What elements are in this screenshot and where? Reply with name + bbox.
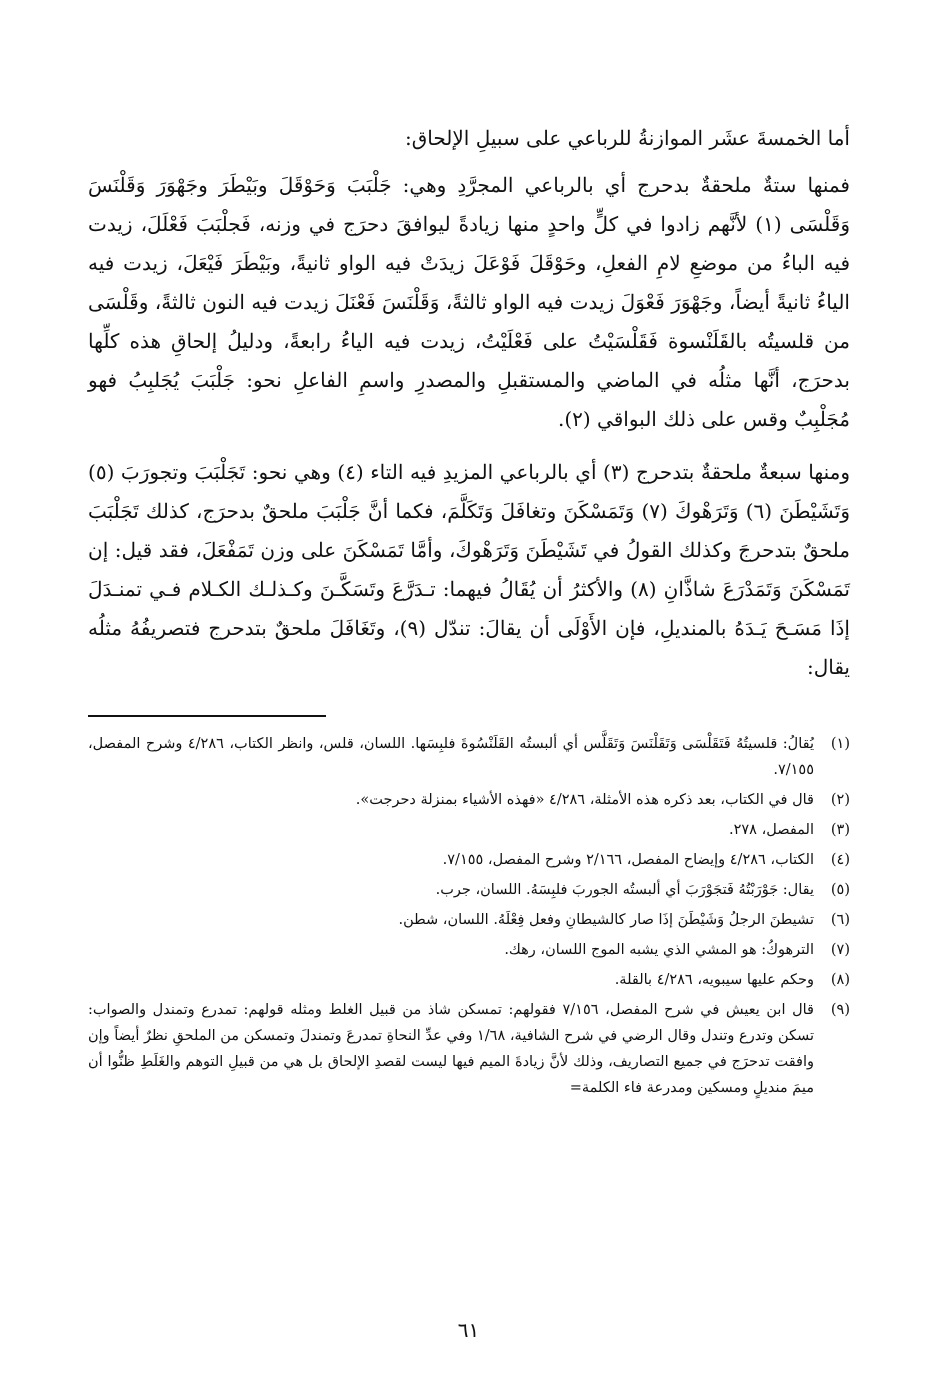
footnote-number: (٤) xyxy=(830,852,850,868)
footnote-number: (١) xyxy=(830,736,850,752)
footnote-text: المفصل، ٢٧٨. xyxy=(729,822,814,838)
footnote-8 xyxy=(88,967,850,993)
footnote-1 xyxy=(88,731,850,783)
footnote-number: (٢) xyxy=(830,792,850,808)
footnote-number: (٦) xyxy=(830,912,850,928)
footnote-text: قال ابن يعيش في شرح المفصل، ٧/١٥٦ فقولهم: تمسكن شاذ من قبيل الغلط ومثله قولهم: تمدرع وتمندل والصواب: تسكن وتدرع وتندل وقال الرضي في شرح الشافية، ١/٦٨ وفي عدِّ النحاةِ تمدرعَ وتمندلَ وتمسكن من الملحقِ نظرٌ أيضاً وإن وافقت تدحرَج في جميع التصاريف، وذلك لأنَّ زيادةَ الميم فيها ليست لقصدِ الإلحاق بل هي من قبيلِ التوهم والغَلَطِ ظنُّوا أن ميمَ منديلٍ ومسكين ومدرعة فاء الكلمة= xyxy=(88,1002,814,1096)
paragraph-six-attached: فمنها ستةٌ ملحقةٌ بدحرج أي بالرباعي المجرَّدِ وهي: جَلْبَبَ وَحَوْقَلَ وبَيْطَرَ وجَهْوَرَ وَقَلْنَسَ وَقَلْسَى (١) لأنَّهم زادوا في كلٍّ واحدٍ منها زيادةً ليوافقَ دحرَج في وزنه، فَجلْبَبَ فَعْلَلَ، زيدت فيه الباءُ من موضعِ لامِ الفعلِ، وحَوْقَلَ فَوْعَلَ زيدَتْ فيه الواو ثانيةً، وبَيْطَرَ فَيْعَلَ، زيدت فيه الياءُ ثانيةً أيضاً، وجَهْوَرَ فَعْوَلَ زيدت فيه الواو ثالثةً، وَقَلْنَسَ فَعْنَلَ زيدت فيه النون ثالثةً، وقَلْسَى من قلسيتُه بالقَلَنْسوة فَقَلْسَيْتُ على فَعْلَيْتُ، زيدت فيه الياءُ رابعةً، ودليلُ إلحاقِ هذه كلِّها بدحرَج، أنَّها مثلُه في الماضي والمستقبلِ والمصدرِ واسمِ الفاعلِ نحو: جَلْبَبَ يُجَلبِبُ فهو مُجَلْبِبٌ وقس على ذلك البواقي (٢). xyxy=(88,173,851,431)
page-number: ٦١ xyxy=(457,1318,480,1342)
section-heading: أما الخمسةَ عشَر الموازنةُ للرباعي على سبيلِ الإلحاق: xyxy=(405,126,850,150)
footnote-4 xyxy=(88,847,850,873)
footnote-number: (٩) xyxy=(830,1002,850,1018)
footnote-text: وحكم عليها سيبويه، ٤/٢٨٦ بالقلة. xyxy=(614,972,814,988)
footnote-number: (٣) xyxy=(830,822,850,838)
footnote-number: (٨) xyxy=(830,972,850,988)
paragraph-seven-attached: ومنها سبعةٌ ملحقةٌ بتدحرج (٣) أي بالرباعي المزيدِ فيه التاء (٤) وهي نحو: تَجَلْبَبَ وتجورَبَ (٥) وَتَشَيْطَنَ (٦) وَتَرَهْوكَ (٧) وَتَمَسْكَنَ وتغافَلَ وَتَكَلَّمَ، فكما أنَّ جَلْبَبَ ملحقٌ بدحرَج، كذلك تَجَلْبَبَ ملحقٌ بتدحرجَ وكذلك القولُ في تَشَيْطَنَ وَتَرَهْوكَ، وأمَّا تَمَسْكَنَ على وزن تَمَفْعَلَ، فقد قيل: إن تَمَسْكَنَ وَتَمَدْرَعَ شاذَّانِ (٨) والأكثرُ أن يُقَالُ فيهما: تـدَرَّعَ وتَسَكَّـنَ وكـذلـك الكـلام فـي تمنـدَلَ إذَا مَسَـحَ يَـدَهُ بالمنديلِ، فإن الأَوْلَى أن يقالَ: تندّل (٩)، وتَغَافَلَ ملحقٌ بتدحرج فتصريفُهُ مثلُه يقال: xyxy=(88,460,851,679)
book-page xyxy=(88,118,850,1358)
footnote-number: (٥) xyxy=(830,882,850,898)
footnote-separator xyxy=(88,715,326,717)
footnote-text: يُقالُ: قلسيتُهُ فَتَقَلْسَى وَتَقَلْنَسَ وَتَقَلَّس أي ألبستُه القَلَنْسُوةَ فلبِسَها. اللسان، قلس، وانظر الكتاب، ٤/٢٨٦ وشرح المفصل، ٧/١٥٥. xyxy=(88,736,814,778)
footnote-2 xyxy=(88,787,850,813)
footnote-separator-wrap xyxy=(88,701,850,731)
footnote-7 xyxy=(88,937,850,963)
footnote-text: الكتاب، ٤/٢٨٦ وإيضاح المفصل، ٢/١٦٦ وشرح المفصل، ٧/١٥٥. xyxy=(442,852,814,868)
footnote-9 xyxy=(88,997,850,1101)
footnote-text: تشيطنَ الرجلُ وَشَيْطَنَ إذَا صار كالشيطانِ وفعل فِعْلَهُ. اللسان، شطن. xyxy=(398,912,814,928)
footnote-text: الترهوكُ: هو المشي الذي يشبه الموج اللسان، رهك. xyxy=(504,942,814,958)
footnote-3 xyxy=(88,817,850,843)
footnote-text: قال في الكتاب، بعد ذكره هذه الأمثلة، ٤/٢٨٦ «فهذه الأشياء بمنزلة دحرجت». xyxy=(355,792,814,808)
footnotes xyxy=(88,731,850,1101)
footnote-text: يقال: جَوْرَبْتُهُ فَتجَوْرَبَ أي ألبستُه الجوربَ فلبِسَهُ. اللسان، جرب. xyxy=(435,882,814,898)
footnote-5 xyxy=(88,877,850,903)
footnote-6 xyxy=(88,907,850,933)
footnote-number: (٧) xyxy=(830,942,850,958)
